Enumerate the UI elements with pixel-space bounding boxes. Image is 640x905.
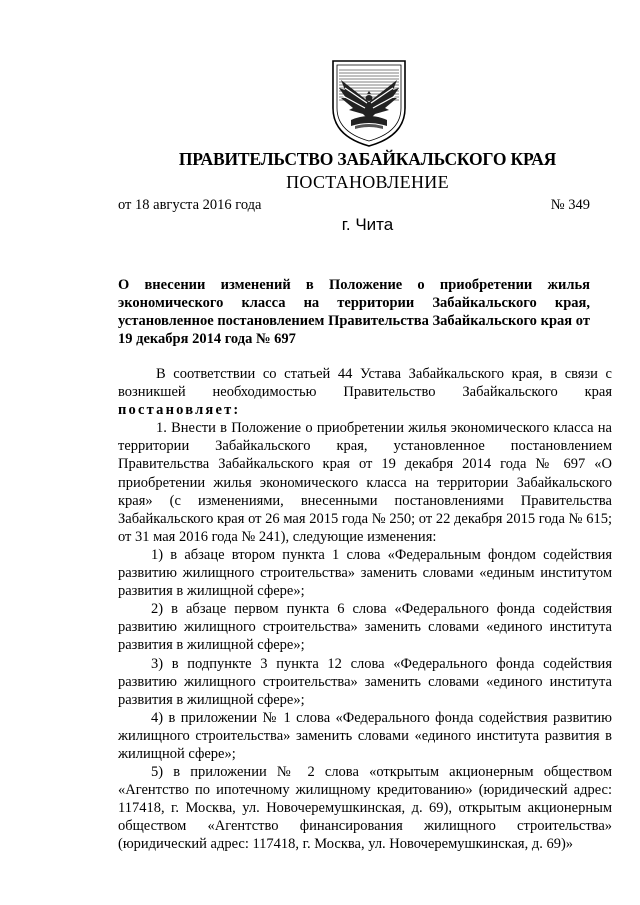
subparagraph-2: 2) в абзаце первом пункта 6 слова «Федерального фонда содействия развитию жилищного строительства» заменить словами «единого института развития в жилищной сфере»; xyxy=(118,601,612,654)
coat-of-arms-icon xyxy=(329,58,409,148)
preamble-text: В соответствии со статьей 44 Устава Забайкальского края, в связи с возникшей необходимостью Правительство Забайкальского края xyxy=(118,366,612,401)
organization-title: ПРАВИТЕЛЬСТВО ЗАБАЙКАЛЬСКОГО КРАЯ xyxy=(178,149,557,169)
document-subject: О внесении изменений в Положение о приобретении жилья экономического класса на территории Забайкальского края, установленное постановлением Правительства Забайкальского края от 19 декабря 2014 года № 697 xyxy=(118,277,590,347)
subparagraph-3: 3) в подпункте 3 пункта 12 слова «Федерального фонда содействия развитию жилищного строительства» заменить словами «единого института развития в жилищной сфере»; xyxy=(118,655,612,708)
document-city: г. Чита xyxy=(341,215,394,234)
document-body xyxy=(118,365,612,854)
document-date: от 18 августа 2016 года xyxy=(118,197,262,213)
paragraph-1: 1. Внести в Положение о приобретении жилья экономического класса на территории Забайкальского края, установленное постановлением Правительства Забайкальского края от 19 декабря 2014 года № 697 «О приобретении жилья экономического класса на территории Забайкальского края» (с изменениями, внесенными постановлениями Правительства Забайкальского края от 26 мая 2015 года № 250; от 22 декабря 2015 года № 615; от 31 мая 2016 года № 241), следующие изменения: xyxy=(118,420,612,545)
document-number: № 349 xyxy=(550,197,590,213)
decree-line xyxy=(118,401,612,419)
document-type: ПОСТАНОВЛЕНИЕ xyxy=(286,172,449,192)
decree-word: постановляет: xyxy=(118,402,241,419)
subparagraph-4: 4) в приложении № 1 слова «Федерального фонда содействия развитию жилищного строительства» заменить словами «единого института развития в жилищной сфере»; xyxy=(118,709,612,762)
subparagraph-1: 1) в абзаце втором пункта 1 слова «Федеральным фондом содействия развитию жилищного строительства» заменить словами «единым институтом развития в жилищной сфере»; xyxy=(118,546,612,600)
subparagraph-5: 5) в приложении № 2 слова «открытым акционерным обществом «Агентство по ипотечному жилищному кредитованию» (юридический адрес: 117418, г. Москва, ул. Новочеремушкинская, д. 69), открытым акционерным обществом «Агентство финансирования жилищного строительства» (юридический адрес: 117418, г. Москва, ул. Новочеремушкинская, д. 69)» xyxy=(118,764,612,853)
